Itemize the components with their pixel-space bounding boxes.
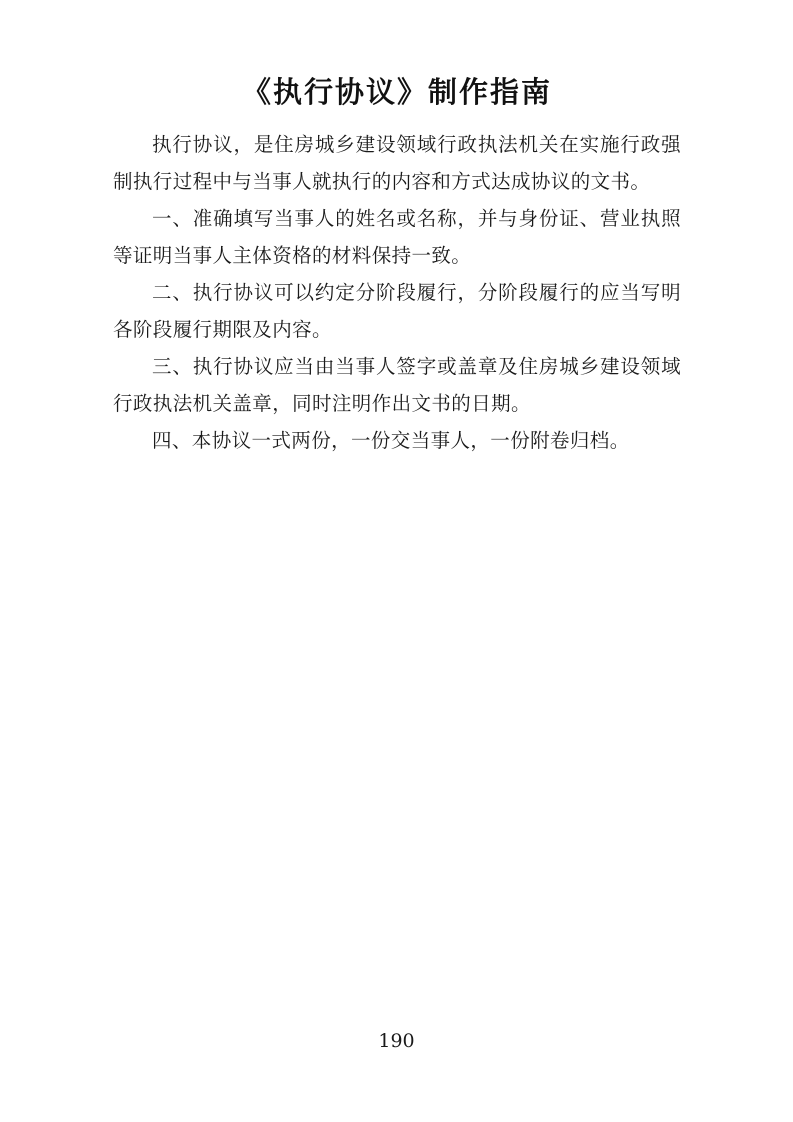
paragraph-item-3: 三、执行协议应当由当事人签字或盖章及住房城乡建设领域行政执法机关盖章，同时注明作出文书的日期。 [113, 355, 681, 415]
page-number: 190 [378, 1030, 415, 1052]
paragraph-item-4: 四、本协议一式两份，一份交当事人，一份附卷归档。 [152, 429, 630, 452]
paragraph-item-2: 二、执行协议可以约定分阶段履行，分阶段履行的应当写明各阶段履行期限及内容。 [113, 281, 681, 341]
document-body [113, 72, 681, 459]
paragraph-intro: 执行协议，是住房城乡建设领域行政执法机关在实施行政强制执行过程中与当事人就执行的内容和方式达成协议的文书。 [113, 133, 681, 193]
page-title: 《执行协议》制作指南 [241, 75, 552, 109]
paragraph-item-1: 一、准确填写当事人的姓名或名称，并与身份证、营业执照等证明当事人主体资格的材料保持一致。 [113, 207, 681, 267]
